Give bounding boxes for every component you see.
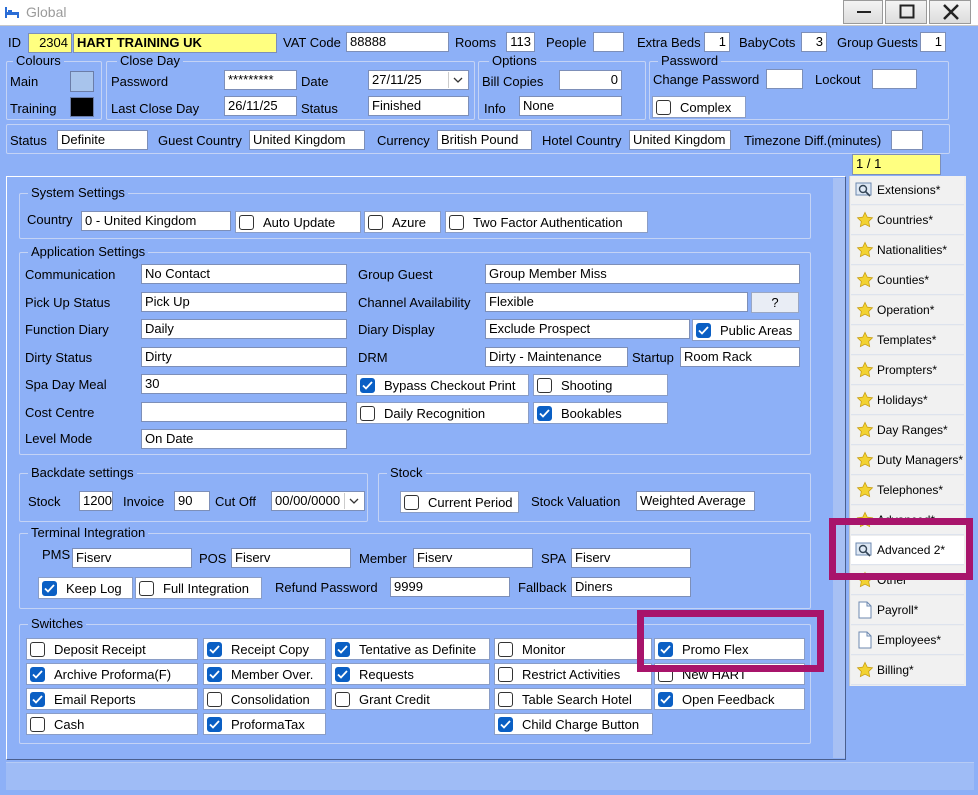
tab-label: Advanced 2* (877, 543, 946, 557)
checkbox-icon (30, 642, 45, 657)
options-title: Options (489, 53, 540, 69)
backdate-stock-label: Stock (28, 494, 61, 509)
spa-day-meal-field[interactable]: 30 (141, 374, 347, 394)
auto-update-checkbox[interactable] (235, 211, 361, 233)
tab-label: Counties* (877, 273, 930, 287)
tab-operation[interactable] (851, 296, 964, 325)
star-icon (855, 270, 875, 290)
search-icon (855, 180, 875, 200)
invoice-field[interactable]: 90 (174, 491, 210, 511)
cutoff-label: Cut Off (215, 494, 256, 509)
switch-label: New HART (682, 666, 747, 682)
star-icon (855, 390, 875, 410)
minimize-icon (844, 1, 884, 23)
hotel-country-label: Hotel Country (542, 133, 622, 148)
tab-prompters[interactable] (851, 356, 964, 385)
password-title: Password (658, 53, 721, 69)
people-field[interactable] (593, 32, 624, 52)
status-label: Status (10, 133, 47, 148)
id-label: ID (8, 35, 21, 50)
keep-log-checkbox[interactable] (38, 577, 133, 599)
main-colour-swatch[interactable] (70, 71, 94, 92)
guest-country-label: Guest Country (158, 133, 242, 148)
startup-label: Startup (632, 350, 674, 365)
child-charge-button-checkbox[interactable] (494, 713, 653, 735)
current-period-checkbox[interactable] (400, 491, 519, 513)
cost-centre-field[interactable] (141, 402, 347, 422)
close-day-date-value: 27/11/25 (372, 72, 422, 87)
cutoff-value: 00/00/0000 (275, 493, 341, 508)
info-field[interactable]: None (519, 96, 622, 116)
maximize-icon (886, 1, 928, 23)
checkbox-icon (498, 667, 513, 682)
checkbox-icon (368, 215, 383, 230)
backdate-settings-title: Backdate settings (28, 465, 137, 481)
two-factor-checkbox[interactable] (445, 211, 648, 233)
switch-label: Email Reports (54, 691, 136, 707)
cash-checkbox[interactable] (26, 713, 198, 735)
drm-field[interactable]: Dirty - Maintenance (485, 347, 628, 367)
complex-checkbox[interactable] (652, 96, 746, 118)
dirty-status-field[interactable]: Dirty (141, 347, 347, 367)
switch-label: Open Feedback (682, 691, 775, 707)
close-icon (930, 1, 972, 23)
channel-availability-field[interactable]: Flexible (485, 292, 748, 312)
public-areas-label: Public Areas (720, 322, 793, 338)
status-field[interactable]: Definite (57, 130, 148, 150)
stock-title: Stock (387, 465, 426, 481)
tab-countries[interactable] (851, 206, 964, 235)
close-day-title: Close Day (117, 53, 183, 69)
last-close-day-label: Last Close Day (111, 101, 200, 116)
dirty-status-label: Dirty Status (25, 350, 93, 365)
tab-label: Billing* (877, 663, 914, 677)
advanced2-highlight (829, 518, 973, 580)
switch-label: Promo Flex (682, 641, 749, 657)
group-guest-field[interactable]: Group Member Miss (485, 264, 800, 284)
bypass-checkout-checkbox[interactable] (356, 374, 529, 396)
function-diary-label: Function Diary (25, 322, 109, 337)
channel-help-button[interactable]: ? (751, 292, 799, 313)
checkbox-icon (656, 100, 671, 115)
tab-label: Duty Managers* (877, 453, 964, 467)
minimize-button[interactable] (843, 0, 883, 24)
tab-label: Nationalities* (877, 243, 948, 257)
spa-field[interactable]: Fiserv (571, 548, 691, 568)
receipt-copy-checkbox[interactable] (203, 638, 326, 660)
currency-label: Currency (377, 133, 430, 148)
checkbox-icon (537, 406, 552, 421)
close-day-status-field[interactable]: Finished (368, 96, 469, 116)
chevron-down-icon[interactable] (344, 493, 363, 509)
tab-label: Telephones* (877, 483, 944, 497)
tab-label: Advanced* (877, 513, 936, 527)
checkbox-icon (360, 378, 375, 393)
cutoff-date-picker[interactable] (271, 491, 365, 511)
checkbox-icon (30, 717, 45, 732)
babycots-field[interactable]: 3 (801, 32, 827, 52)
spa-label: SPA (541, 551, 567, 566)
tab-label: Countries* (877, 213, 934, 227)
bookables-label: Bookables (561, 405, 622, 421)
page-indicator: 1 / 1 (852, 154, 941, 175)
close-window-button[interactable] (929, 0, 971, 24)
star-icon (855, 450, 875, 470)
switch-label: Cash (54, 716, 85, 732)
tab-extensions[interactable] (851, 176, 964, 205)
title-bar (0, 0, 978, 26)
bill-copies-field[interactable]: 0 (559, 70, 622, 90)
tab-day-ranges[interactable] (851, 416, 964, 445)
terminal-integration-title: Terminal Integration (28, 525, 148, 541)
level-mode-field[interactable]: On Date (141, 429, 347, 449)
member-label: Member (359, 551, 407, 566)
bypass-checkout-label: Bypass Checkout Print (384, 377, 516, 393)
tab-label: Day Ranges* (877, 423, 948, 437)
pms-label: PMS (42, 547, 71, 562)
backdate-stock-field[interactable]: 1200 (79, 491, 113, 511)
chevron-down-icon[interactable] (448, 72, 467, 88)
checkbox-icon (360, 406, 375, 421)
table-search-hotel-checkbox[interactable] (494, 688, 652, 710)
training-colour-swatch[interactable] (70, 97, 94, 117)
checkbox-icon (498, 717, 513, 732)
tab-counties[interactable] (851, 266, 964, 295)
extra-beds-field[interactable]: 1 (704, 32, 730, 52)
star-icon (855, 480, 875, 500)
change-password-label: Change Password (653, 72, 760, 87)
tab-label: Templates* (877, 333, 937, 347)
tentative-as-definite-checkbox[interactable] (331, 638, 490, 660)
daily-recognition-label: Daily Recognition (384, 405, 486, 421)
azure-checkbox[interactable] (364, 211, 441, 233)
maximize-button[interactable] (885, 0, 927, 24)
switch-label: Consolidation (231, 691, 310, 707)
checkbox-icon (498, 642, 513, 657)
lockout-label: Lockout (815, 72, 861, 87)
switch-label: Table Search Hotel (522, 691, 632, 707)
tab-label: Operation* (877, 303, 935, 317)
tab-holidays[interactable] (851, 386, 964, 415)
channel-availability-label: Channel Availability (358, 295, 471, 310)
extra-beds-label: Extra Beds (637, 35, 701, 50)
pos-label: POS (199, 551, 227, 566)
switch-label: Receipt Copy (231, 641, 310, 657)
star-icon (855, 330, 875, 350)
people-label: People (546, 35, 587, 50)
bed-icon (4, 6, 20, 19)
checkbox-icon (696, 323, 711, 338)
switch-label: Tentative as Definite (359, 641, 477, 657)
colours-title: Colours (13, 53, 64, 69)
change-password-field[interactable] (766, 69, 803, 89)
public-areas-checkbox[interactable] (692, 319, 800, 341)
diary-display-label: Diary Display (358, 322, 435, 337)
checkbox-icon (449, 215, 464, 230)
country-label: Country (27, 212, 73, 227)
current-period-label: Current Period (428, 494, 513, 510)
archive-proforma-f-checkbox[interactable] (26, 663, 198, 685)
checkbox-icon (537, 378, 552, 393)
checkbox-icon (207, 692, 222, 707)
group-guests-field[interactable]: 1 (920, 32, 946, 52)
bill-copies-label: Bill Copies (482, 74, 544, 89)
member-over-checkbox[interactable] (203, 663, 326, 685)
promo-flex-highlight (637, 610, 824, 672)
tab-employees[interactable] (851, 626, 964, 655)
checkbox-icon (404, 495, 419, 510)
tab-label: Payroll* (877, 603, 919, 617)
shooting-label: Shooting (561, 377, 613, 393)
auto-update-label: Auto Update (263, 214, 336, 230)
rooms-field[interactable]: 113 (506, 32, 535, 52)
member-field[interactable]: Fiserv (413, 548, 533, 568)
checkbox-icon (658, 692, 673, 707)
tab-label: Extensions* (877, 183, 941, 197)
pickup-status-field[interactable]: Pick Up (141, 292, 347, 312)
guest-country-field[interactable]: United Kingdom (249, 130, 365, 150)
star-icon (855, 360, 875, 380)
tab-label: Employees* (877, 633, 942, 647)
refund-password-label: Refund Password (275, 580, 378, 595)
proformatax-checkbox[interactable] (203, 713, 326, 735)
communication-label: Communication (25, 267, 116, 282)
email-reports-checkbox[interactable] (26, 688, 198, 710)
monitor-checkbox[interactable] (494, 638, 652, 660)
tab-payroll[interactable] (851, 596, 964, 625)
vat-code-field[interactable]: 88888 (346, 32, 449, 52)
info-label: Info (484, 101, 506, 116)
close-day-date-label: Date (301, 74, 329, 89)
window-title: Global (26, 4, 67, 20)
timezone-label: Timezone Diff.(minutes) (744, 133, 882, 148)
function-diary-field[interactable]: Daily (141, 319, 347, 339)
checkbox-icon (335, 642, 350, 657)
switches-title: Switches (28, 616, 86, 632)
drm-label: DRM (358, 350, 388, 365)
checkbox-icon (207, 717, 222, 732)
invoice-label: Invoice (123, 494, 165, 509)
keep-log-label: Keep Log (66, 580, 122, 596)
close-day-password-label: Password (111, 74, 169, 89)
hotel-country-field[interactable]: United Kingdom (629, 130, 731, 150)
refund-password-field[interactable]: 9999 (390, 577, 510, 597)
switch-label: Child Charge Button (522, 716, 640, 732)
switch-label: Archive Proforma(F) (54, 666, 172, 682)
cost-centre-label: Cost Centre (25, 405, 95, 420)
restrict-activities-checkbox[interactable] (494, 663, 652, 685)
switch-label: Member Over. (231, 666, 314, 682)
checkbox-icon (335, 667, 350, 682)
pos-field[interactable]: Fiserv (231, 548, 351, 568)
training-colour-label: Training (10, 101, 57, 116)
switch-label: Grant Credit (359, 691, 430, 707)
checkbox-icon (207, 642, 222, 657)
stock-valuation-label: Stock Valuation (531, 494, 621, 509)
deposit-receipt-checkbox[interactable] (26, 638, 198, 660)
tab-duty-managers[interactable] (851, 446, 964, 475)
bookables-checkbox[interactable] (533, 402, 668, 424)
currency-field[interactable]: British Pound (437, 130, 532, 150)
checkbox-icon (335, 692, 350, 707)
level-mode-label: Level Mode (25, 431, 93, 446)
tab-nationalities[interactable] (851, 236, 964, 265)
panel-scrollbar[interactable] (833, 178, 845, 758)
lockout-field[interactable] (872, 69, 917, 89)
fallback-field[interactable]: Diners (571, 577, 691, 597)
daily-recognition-checkbox[interactable] (356, 402, 529, 424)
pickup-status-label: Pick Up Status (25, 295, 111, 310)
open-feedback-checkbox[interactable] (654, 688, 805, 710)
checkbox-icon (30, 692, 45, 707)
id-field[interactable]: 2304 (28, 33, 72, 53)
close-day-date-picker[interactable] (368, 70, 469, 90)
application-settings-title: Application Settings (28, 244, 148, 260)
fallback-label: Fallback (518, 580, 567, 595)
checkbox-icon (498, 692, 513, 707)
startup-field[interactable]: Room Rack (680, 347, 800, 367)
close-day-status-label: Status (301, 101, 338, 116)
tab-label: Other* (877, 573, 912, 587)
vat-code-label: VAT Code (283, 35, 341, 50)
close-day-password-field[interactable]: ********* (224, 70, 297, 90)
switch-label: Deposit Receipt (54, 641, 146, 657)
tab-templates[interactable] (851, 326, 964, 355)
spa-day-meal-label: Spa Day Meal (25, 377, 107, 392)
status-bar (6, 762, 974, 790)
last-close-day-field[interactable]: 26/11/25 (224, 96, 297, 116)
tab-billing[interactable] (851, 656, 964, 685)
pms-field[interactable]: Fiserv (72, 548, 192, 568)
timezone-field[interactable] (891, 130, 923, 150)
checkbox-icon (139, 581, 154, 596)
page-icon (855, 630, 875, 650)
country-field[interactable]: 0 - United Kingdom (81, 211, 231, 231)
star-icon (855, 210, 875, 230)
switch-label: Restrict Activities (522, 666, 621, 682)
switch-label: Monitor (522, 641, 566, 657)
checkbox-icon (239, 215, 254, 230)
diary-display-field[interactable]: Exclude Prospect (485, 319, 690, 339)
tab-telephones[interactable] (851, 476, 964, 505)
requests-checkbox[interactable] (331, 663, 490, 685)
complex-label: Complex (680, 99, 732, 115)
star-icon (855, 660, 875, 680)
checkbox-icon (207, 667, 222, 682)
group-guest-label: Group Guest (358, 267, 433, 282)
rooms-label: Rooms (455, 35, 497, 50)
switch-label: Requests (359, 666, 414, 682)
consolidation-checkbox[interactable] (203, 688, 326, 710)
full-integration-checkbox[interactable] (135, 577, 262, 599)
grant-credit-checkbox[interactable] (331, 688, 490, 710)
communication-field[interactable]: No Contact (141, 264, 347, 284)
tab-label: Holidays* (877, 393, 928, 407)
star-icon (855, 240, 875, 260)
star-icon (855, 420, 875, 440)
group-guests-label: Group Guests (837, 35, 918, 50)
azure-label: Azure (392, 214, 426, 230)
checkbox-icon (30, 667, 45, 682)
checkbox-icon (42, 581, 57, 596)
star-icon (855, 300, 875, 320)
shooting-checkbox[interactable] (533, 374, 668, 396)
page-icon (855, 600, 875, 620)
hotel-name-field[interactable]: HART TRAINING UK (73, 33, 277, 53)
stock-valuation-field[interactable]: Weighted Average (636, 491, 755, 511)
full-integration-label: Full Integration (163, 580, 249, 596)
babycots-label: BabyCots (739, 35, 796, 50)
tab-label: Prompters* (877, 363, 938, 377)
main-colour-label: Main (10, 74, 39, 89)
switch-label: ProformaTax (231, 716, 305, 732)
system-settings-title: System Settings (28, 185, 128, 201)
two-factor-label: Two Factor Authentication (473, 214, 623, 230)
